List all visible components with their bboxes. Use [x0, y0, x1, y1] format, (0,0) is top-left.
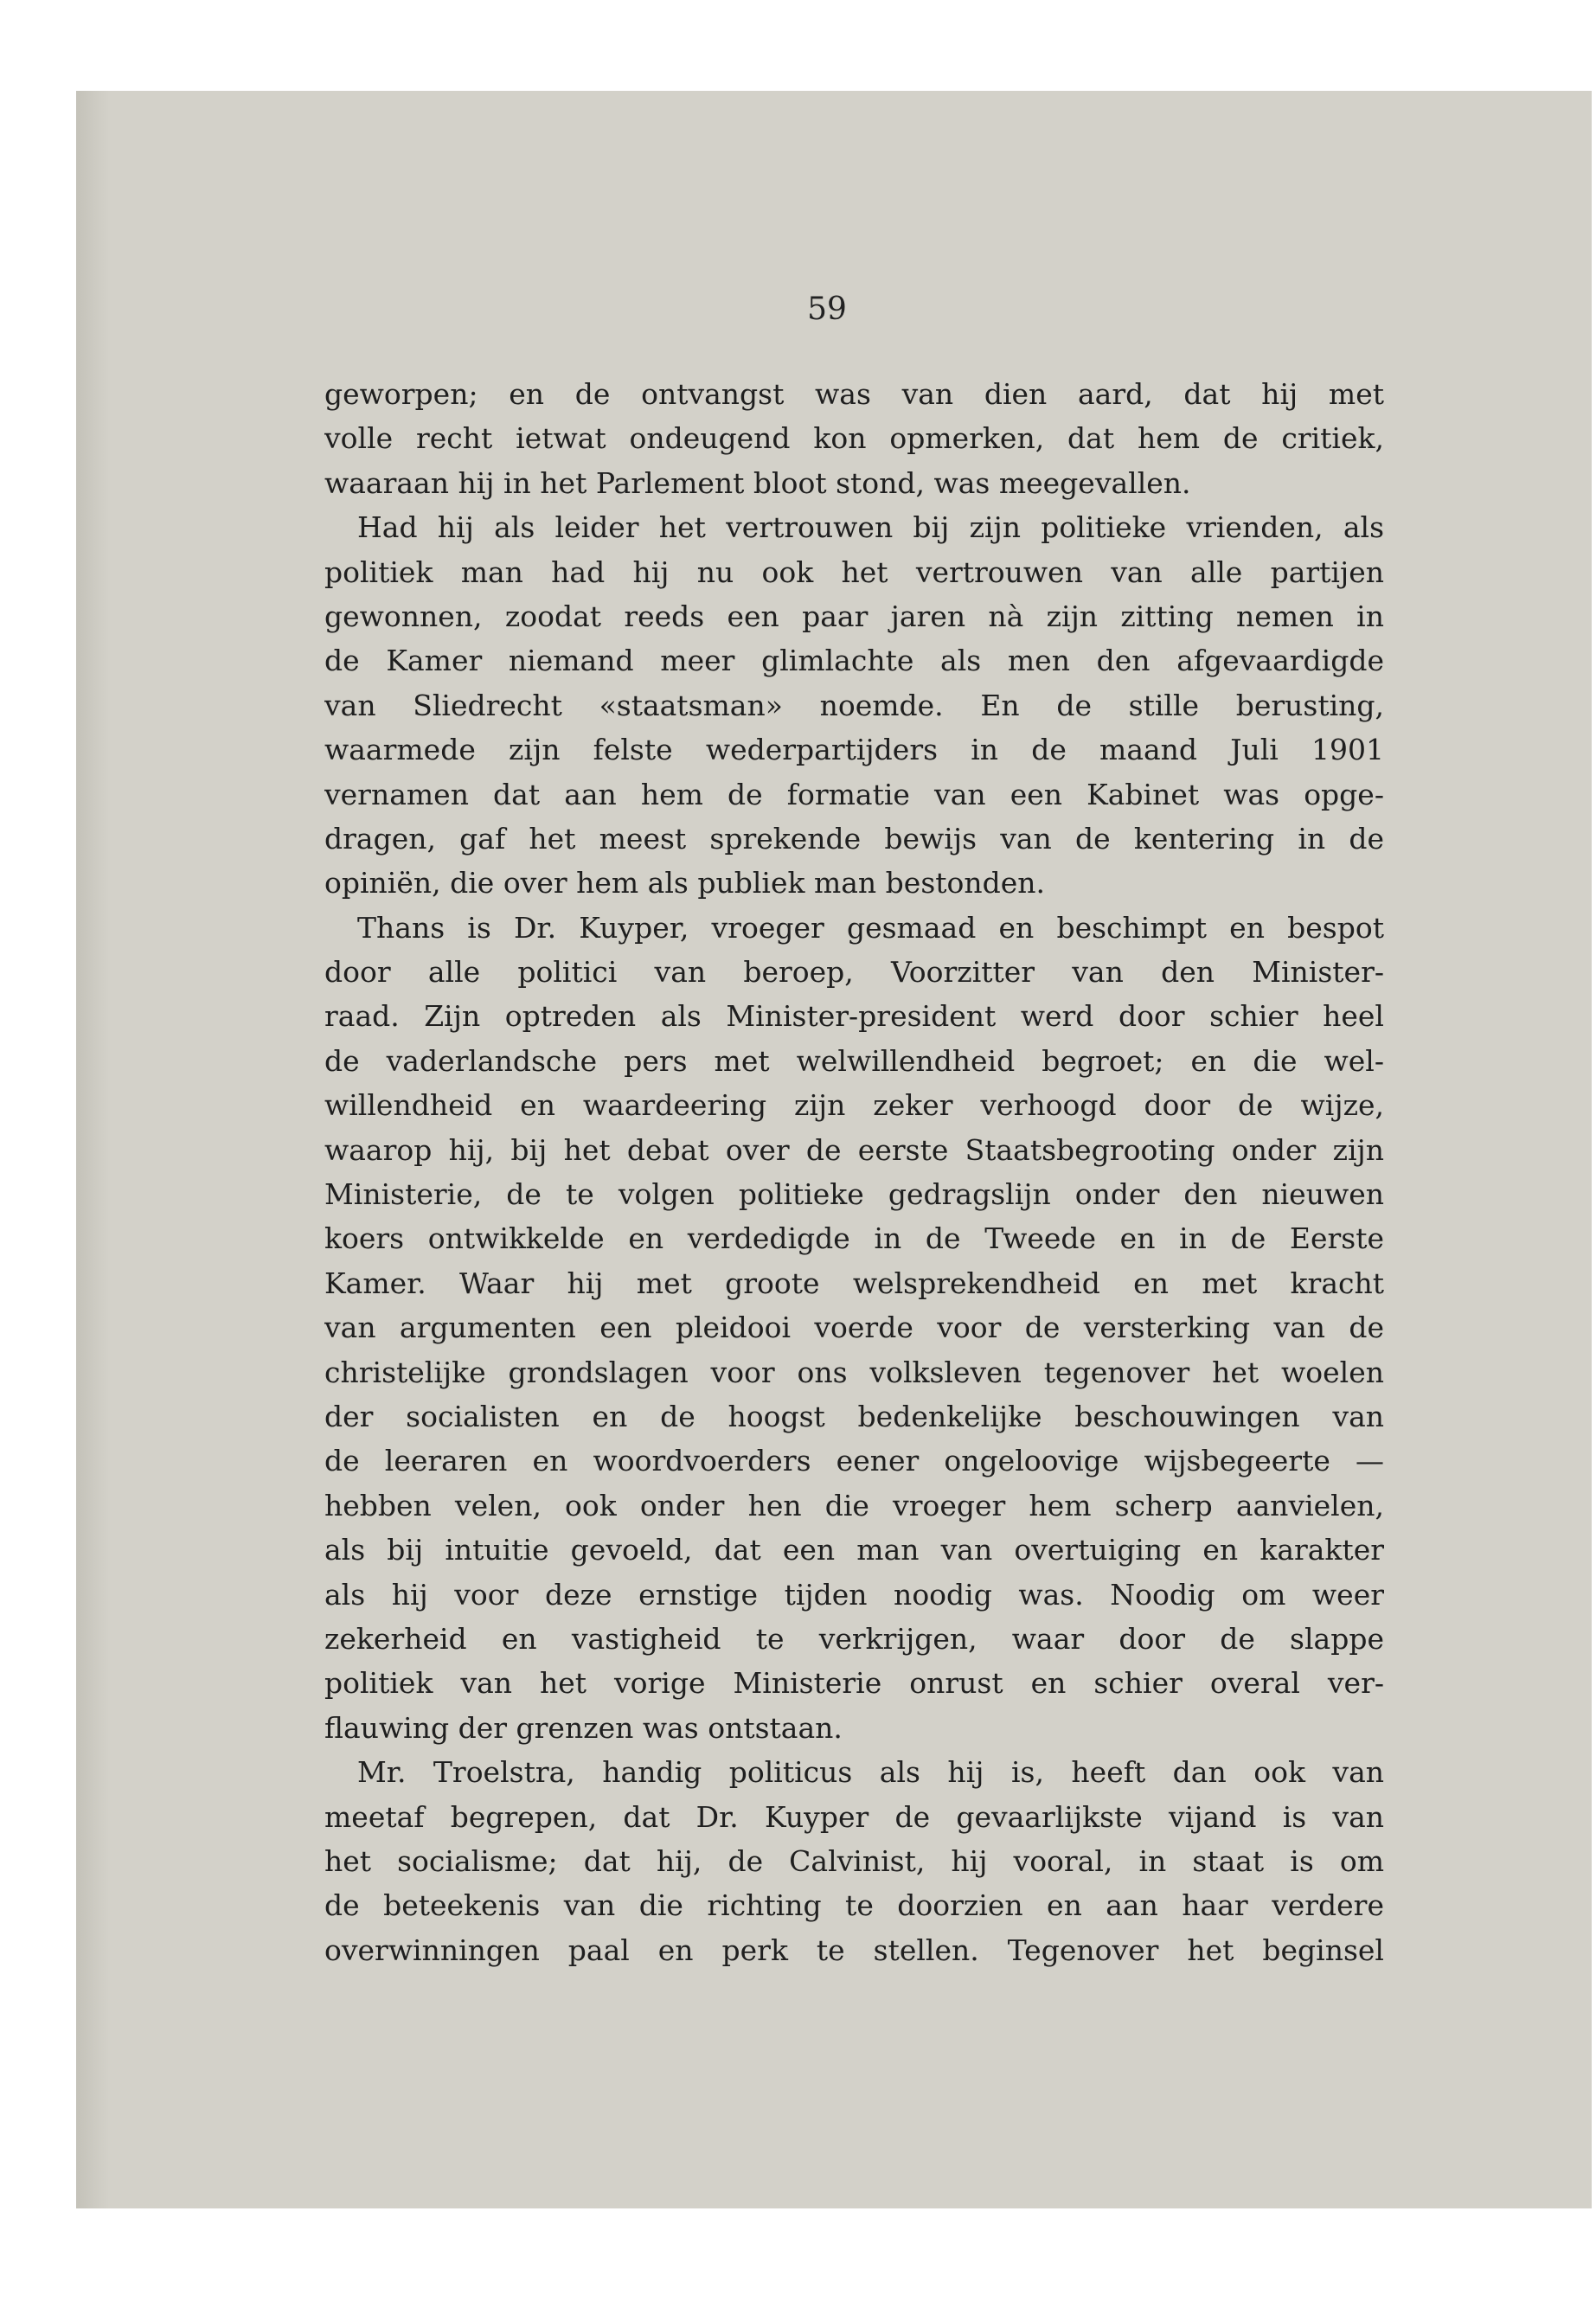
text-line: als hij voor deze ernstige tijden noodig was. Noodig om weer [324, 1577, 1384, 1612]
text-line: de Kamer niemand meer glimlachte als men den afgevaardigde [324, 644, 1384, 678]
text-line: opiniën, die over hem als publiek man bestonden. [324, 866, 1046, 901]
text-line: Kamer. Waar hij met groote welsprekendheid en met kracht [324, 1266, 1384, 1300]
text-line: van argumenten een pleidooi voerde voor de versterking van de [324, 1311, 1384, 1345]
text-line: van Sliedrecht «staatsman» noemde. En de stille berusting, [324, 688, 1384, 722]
text-line: gewonnen, zoodat reeds een paar jaren nà zijn zitting nemen in [324, 599, 1384, 633]
text-line: willendheid en waardeering zijn zeker verhoogd door de wijze, [324, 1088, 1384, 1123]
text-line: Ministerie, de te volgen politieke gedragslijn onder den nieuwen [324, 1177, 1384, 1212]
text-line: der socialisten en de hoogst bedenkelijke beschouwingen van [324, 1399, 1384, 1433]
text-line: hebben velen, ook onder hen die vroeger hem scherp aanvielen, [324, 1488, 1384, 1522]
text-line: Thans is Dr. Kuyper, vroeger gesmaad en beschimpt en bespot [357, 910, 1384, 945]
page-number: 59 [807, 292, 847, 327]
text-line: door alle politici van beroep, Voorzitter van den Minister- [324, 955, 1384, 990]
book-page [76, 91, 1592, 2208]
body-text [324, 372, 1384, 1972]
text-line: als bij intuitie gevoeld, dat een man van overtuiging en karakter [324, 1533, 1384, 1567]
text-line: politiek van het vorige Ministerie onrust en schier overal ver- [324, 1666, 1384, 1701]
text-line: de beteekenis van die richting te doorzien en aan haar verdere [324, 1888, 1384, 1923]
text-line: geworpen; en de ontvangst was van dien aard, dat hij met [324, 377, 1384, 411]
text-line: de leeraren en woordvoerders eener ongeloovige wijsbegeerte — [324, 1444, 1384, 1478]
text-line: het socialisme; dat hij, de Calvinist, hij vooral, in staat is om [324, 1843, 1384, 1878]
text-line: waaraan hij in het Parlement bloot stond, was meegevallen. [324, 465, 1191, 500]
text-line: raad. Zijn optreden als Minister-president werd door schier heel [324, 999, 1384, 1034]
text-line: politiek man had hij nu ook het vertrouwen van alle partijen [324, 554, 1384, 589]
text-line: Mr. Troelstra, handig politicus als hij is, heeft dan ook van [357, 1755, 1384, 1790]
text-line: zekerheid en vastigheid te verkrijgen, waar door de slappe [324, 1621, 1384, 1656]
text-line: christelijke grondslagen voor ons volksleven tegenover het woelen [324, 1355, 1384, 1389]
text-line: Had hij als leider het vertrouwen bij zijn politieke vrienden, als [357, 510, 1384, 545]
text-line: flauwing der grenzen was ontstaan. [324, 1710, 843, 1745]
text-line: waarop hij, bij het debat over de eerste Staatsbegrooting onder zijn [324, 1132, 1384, 1167]
text-line: waarmede zijn felste wederpartijders in de maand Juli 1901 [324, 733, 1384, 767]
text-line: dragen, gaf het meest sprekende bewijs van de kentering in de [324, 821, 1384, 856]
text-line: koers ontwikkelde en verdedigde in de Tweede en in de Eerste [324, 1221, 1384, 1256]
text-line: de vaderlandsche pers met welwillendheid begroet; en die wel- [324, 1043, 1384, 1078]
text-line: vernamen dat aan hem de formatie van een Kabinet was opge- [324, 777, 1384, 811]
text-line: overwinningen paal en perk te stellen. Tegenover het beginsel [324, 1932, 1384, 1967]
binding-shadow [76, 91, 109, 2208]
text-line: volle recht ietwat ondeugend kon opmerken, dat hem de critiek, [324, 421, 1384, 456]
text-line: meetaf begrepen, dat Dr. Kuyper de gevaarlijkste vijand is van [324, 1799, 1384, 1834]
